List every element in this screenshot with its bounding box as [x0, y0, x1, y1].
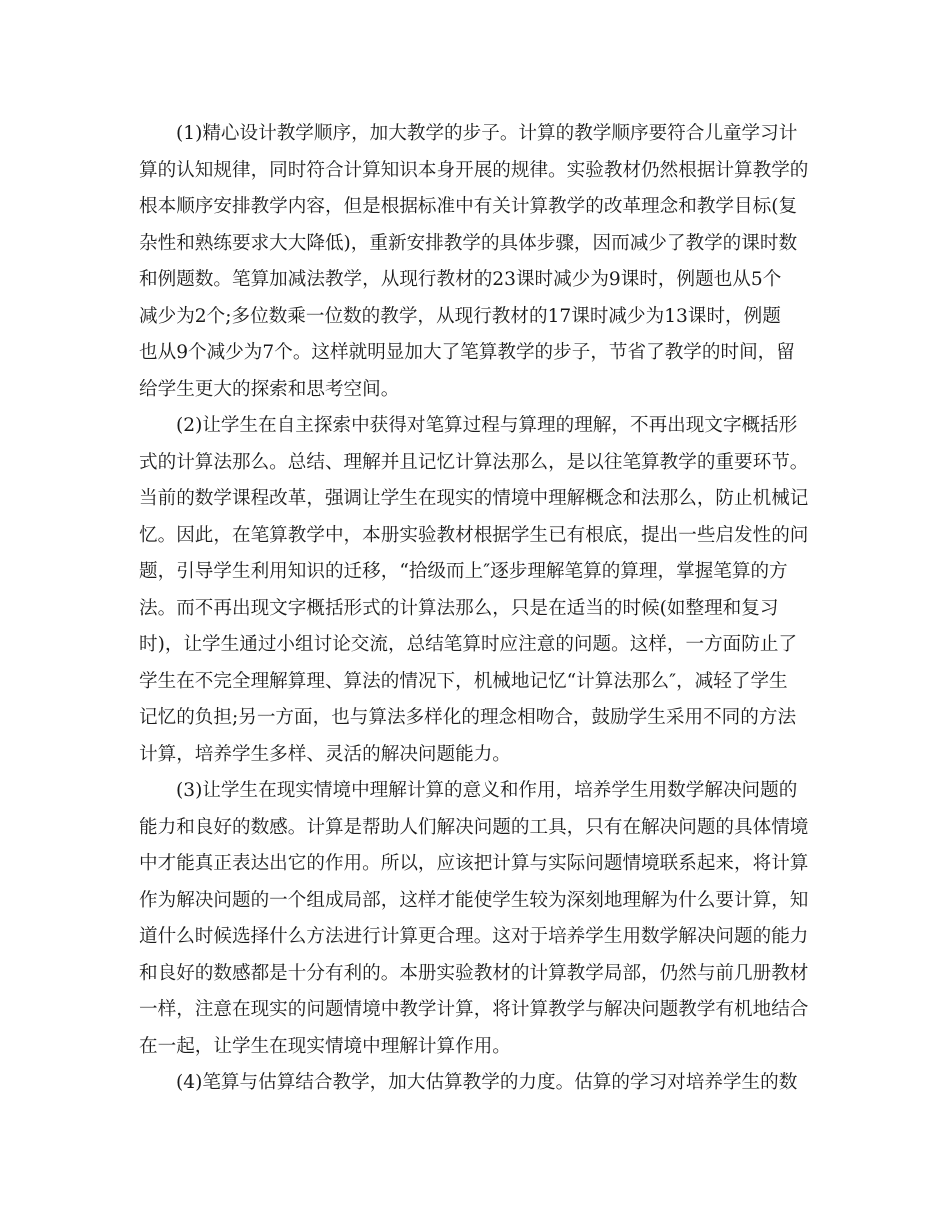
text-line: 在一起，让学生在现实情境中理解计算作用。	[139, 1035, 511, 1057]
text-line: 忆。因此，在笔算教学中，本册实验教材根据学生已有根底，提出一些启发性的问	[139, 524, 809, 546]
paragraph-4	[139, 1065, 811, 1102]
text-line: 题，引导学生利用知识的迁移，“拾级而上″逐步理解笔算的算理，掌握笔算的方	[139, 561, 788, 582]
text-line: (3)让学生在现实情境中理解计算的意义和作用，培养学生用数学解决问题的	[176, 780, 798, 801]
text-line: 作为解决问题的一个组成局部，这样才能使学生较为深刻地理解为什么要计算，知	[139, 889, 809, 911]
text-line: 减少为2个;多位数乘一位数的教学，从现行教材的17课时减少为13课时，例题	[139, 305, 781, 327]
text-line: 计算，培养学生多样、灵活的解决问题能力。	[139, 743, 511, 765]
text-line: (1)精心设计教学顺序，加大教学的步子。计算的教学顺序要符合儿童学习计	[176, 123, 798, 144]
paragraph-3	[139, 773, 811, 1065]
text-line: 式的计算法那么。总结、理解并且记忆计算法那么，是以往笔算教学的重要环节。	[139, 451, 809, 473]
text-line: 记忆的负担;另一方面，也与算法多样化的理念相吻合，鼓励学生采用不同的方法	[139, 707, 797, 728]
text-line: 中才能真正表达出它的作用。所以，应该把计算与实际问题情境联系起来，将计算	[139, 853, 809, 874]
text-line: 时)，让学生通过小组讨论交流，总结笔算时应注意的问题。这样，一方面防止了	[139, 634, 798, 655]
text-line: 也从9个减少为7个。这样就明显加大了笔算教学的步子，节省了教学的时间，留	[139, 342, 795, 363]
paragraph-1	[139, 116, 811, 408]
paragraph-2	[139, 408, 811, 773]
text-line: 学生在不完全理解算理、算法的情况下，机械地记忆“计算法那么″，减轻了学生	[139, 670, 788, 692]
text-line: 道什么时候选择什么方法进行计算更合理。这对于培养学生用数学解决问题的能力	[139, 926, 809, 947]
text-line: 根本顺序安排教学内容，但是根据标准中有关计算教学的改革理念和教学目标(复	[139, 196, 798, 217]
text-line: 能力和良好的数感。计算是帮助人们解决问题的工具，只有在解决问题的具体情境	[139, 816, 809, 838]
text-line: (2)让学生在自主探索中获得对笔算过程与算理的理解，不再出现文字概括形	[176, 415, 798, 436]
text-line: 法。而不再出现文字概括形式的计算法那么，只是在适当的时候(如整理和复习	[139, 597, 779, 619]
document-body	[139, 116, 811, 1102]
text-line: 当前的数学课程改革，强调让学生在现实的情境中理解概念和法那么，防止机械记	[139, 488, 809, 509]
text-line: (4)笔算与估算结合教学，加大估算教学的力度。估算的学习对培养学生的数	[176, 1072, 798, 1093]
text-line: 和例题数。笔算加减法教学，从现行教材的23课时减少为9课时，例题也从5个	[139, 269, 782, 290]
text-line: 一样，注意在现实的问题情境中教学计算，将计算教学与解决问题教学有机地结合	[139, 999, 809, 1020]
text-line: 给学生更大的探索和思考空间。	[139, 378, 400, 400]
text-line: 杂性和熟练要求大大降低)，重新安排教学的具体步骤，因而减少了教学的课时数	[139, 232, 798, 254]
text-line: 和良好的数感都是十分有利的。本册实验教材的计算教学局部，仍然与前几册教材	[139, 962, 809, 984]
text-line: 算的认知规律，同时符合计算知识本身开展的规律。实验教材仍然根据计算教学的	[139, 159, 809, 181]
